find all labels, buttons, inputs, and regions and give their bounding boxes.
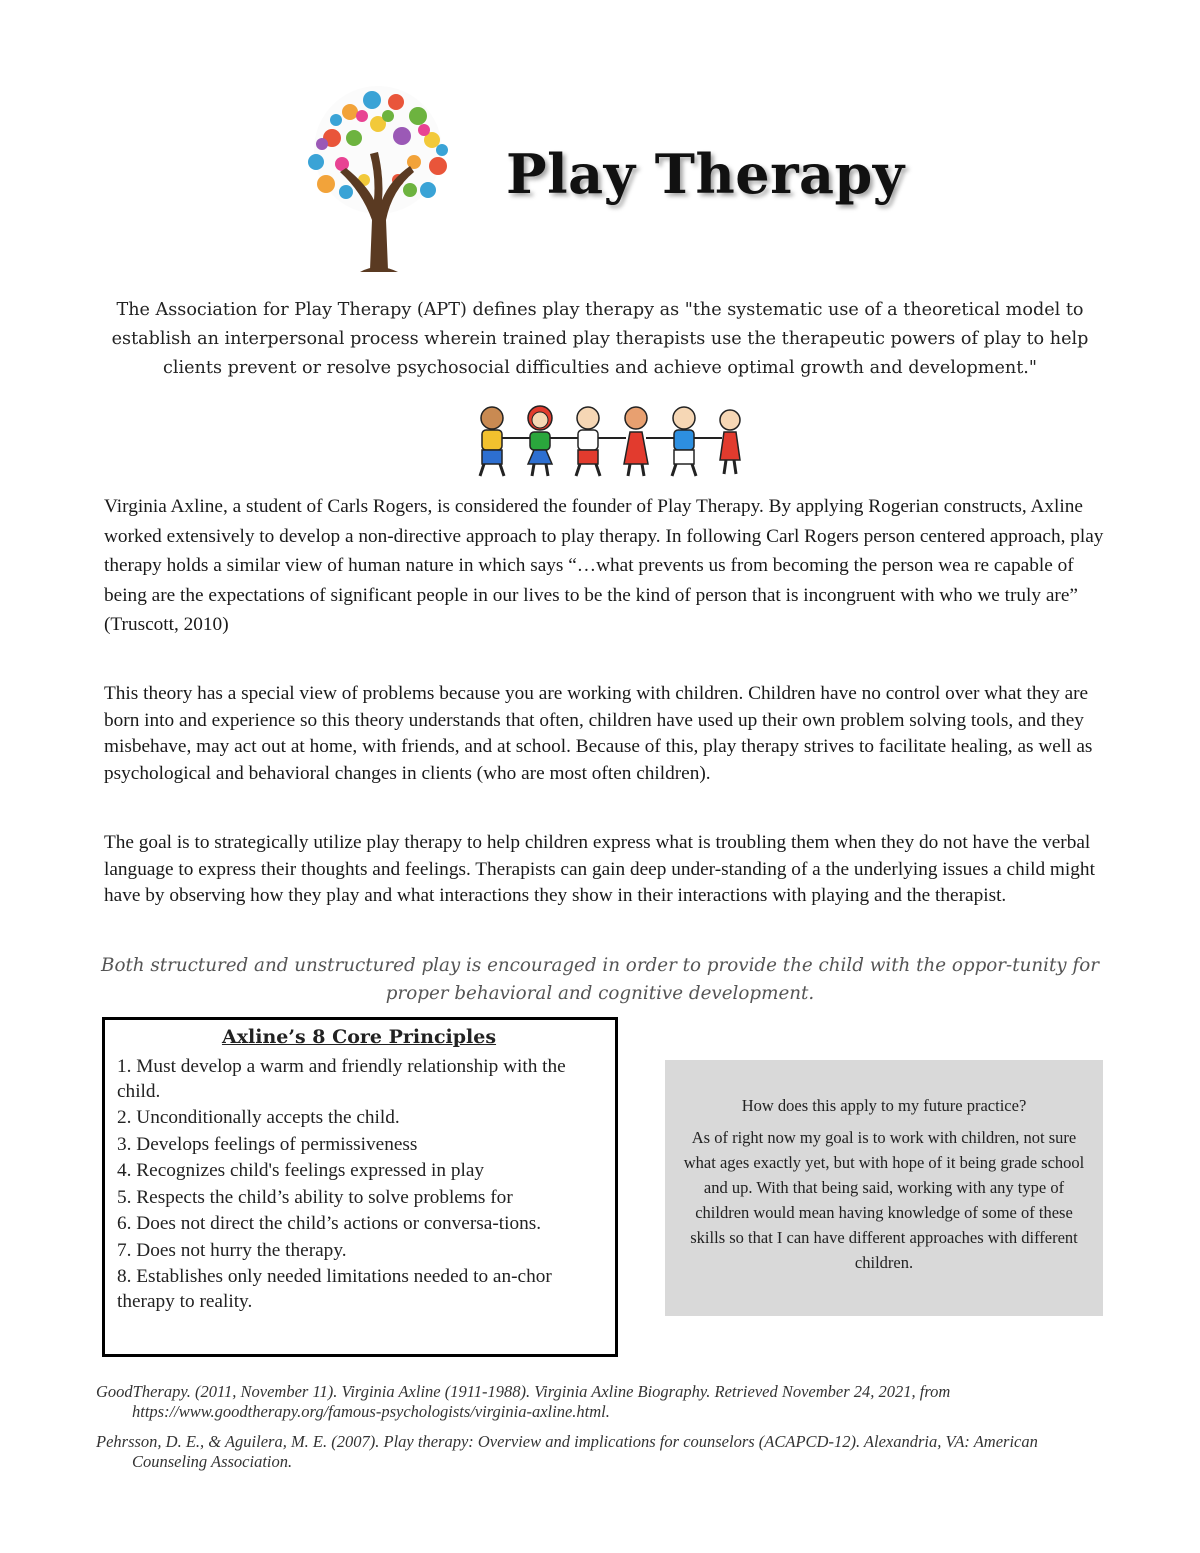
child-figure [528,406,552,476]
hand-tree-illustration [292,80,464,276]
child-figure [576,407,600,476]
paragraph-problems: This theory has a special view of problems because you are working with children. Children have no control over what they are born into and experience so this theory understands that often, children have used up their own problem solving tools, and they misbehave, may act out at home, with friends, and at school. Because of this, play therapy strives to facilitate healing, as well as psychological and behavioral changes in clients (who are most often children). [104,683,1093,784]
core-principles-box [102,1017,618,1357]
child-figure [672,407,696,476]
principle-item: 4. Recognizes child's feelings expressed in play [117,1160,485,1181]
principles-heading: Axline’s 8 Core Principles [221,1026,497,1048]
principle-item: 6. Does not direct the child’s actions or conversa-tions. [117,1213,542,1234]
principle-item: 5. Respects the child’s ability to solve problems for [117,1186,513,1208]
child-figure [624,407,648,476]
play-callout: Both structured and unstructured play is encouraged in order to provide the child with the oppor-tunity for proper behavioral and cognitive development. [101,955,1099,1004]
paragraph-goal: The goal is to strategically utilize play therapy to help children express what is troubling them when they do not have the verbal language to express their thoughts and feelings. Therapists can gain deep under-standing of a the underlying issues a child might have by observing how they play and what interactions they show in their interactions with playing and the therapist. [104,832,1095,906]
principle-item: 7. Does not hurry the therapy. [117,1239,347,1261]
references [96,1382,1106,1482]
principle-item: 2. Unconditionally accepts the child. [117,1107,400,1128]
principle-item: 1. Must develop a warm and friendly relationship with the child. [117,1056,566,1102]
page-title: Play Therapy [506,142,905,206]
principle-item: 8. Establishes only needed limitations needed to an-chor therapy to reality. [117,1266,552,1312]
principle-item: 3. Develops feelings of permissiveness [117,1133,418,1155]
reference-entry: GoodTherapy. (2011, November 11). Virginia Axline (1911-1988). Virginia Axline Biography. Retrieved November 24, 2021, from https://www.goodtherapy.org/famous-psychologists/virginia-axline.html. [96,1382,951,1421]
future-practice-question: How does this apply to my future practice? [741,1096,1027,1115]
future-practice-box [665,1060,1103,1316]
child-figure [720,410,740,474]
future-practice-answer: As of right now my goal is to work with children, not sure what ages exactly yet, but with hope of it being grade school and up. With that being said, working with any type of children would mean having knowledge of some of these skills so that I can have different approaches with different children. [683,1128,1085,1272]
children-row-illustration [458,402,754,478]
reference-entry: Pehrsson, D. E., & Aguilera, M. E. (2007). Play therapy: Overview and implications for counselors (ACAPCD-12). Alexandria, VA: American Counseling Association. [96,1432,1038,1471]
principles-list [117,1055,601,1314]
intro-definition: The Association for Play Therapy (APT) defines play therapy as "the systematic use of a theoretical model to establish an interpersonal process wherein trained play therapists use the therapeutic powers of play to help clients prevent or resolve psychosocial difficulties and achieve optimal growth and development." [111,300,1089,378]
paragraph-history: Virginia Axline, a student of Carls Rogers, is considered the founder of Play Therapy. By applying Rogerian constructs, Axline worked extensively to develop a non-directive approach to play therapy. In following Carl Rogers person centered approach, play therapy holds a similar view of human nature in which says “…what prevents us from becoming the person wea re capable of being are the expectations of significant people in our lives to be the kind of person that is incongruent with who we truly are” (Truscott, 2010) [104,496,1104,635]
child-figure [480,407,504,476]
